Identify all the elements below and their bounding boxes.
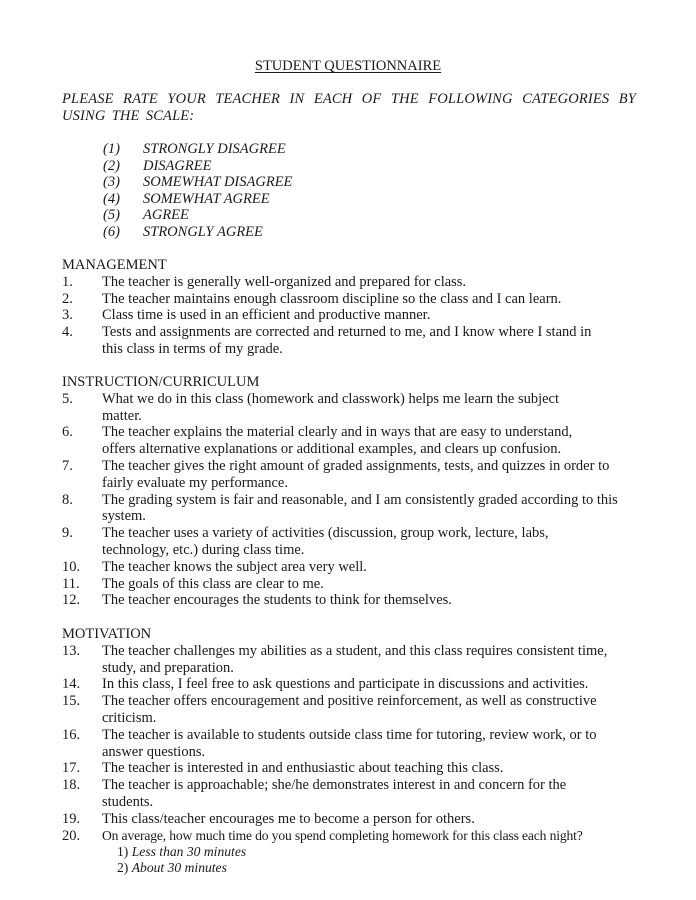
scale-label: STRONGLY AGREE bbox=[143, 223, 263, 240]
title-text: STUDENT QUESTIONNAIRE bbox=[254, 58, 442, 74]
option-number: 2) bbox=[117, 860, 129, 876]
question-number: 4. bbox=[62, 324, 73, 341]
question-number: 17. bbox=[62, 760, 81, 777]
section-motivation bbox=[0, 626, 696, 876]
question-text: The teacher is available to students outside class time for tutoring, review work, or to answer questions. bbox=[102, 726, 597, 760]
question-text: What we do in this class (homework and classwork) helps me learn the subject matter. bbox=[102, 390, 560, 424]
question-number: 2. bbox=[62, 290, 73, 307]
question-item bbox=[0, 458, 624, 492]
scale-number: (3) bbox=[103, 174, 120, 191]
question-item bbox=[0, 324, 607, 358]
question-item bbox=[0, 693, 622, 727]
question-text: The teacher uses a variety of activities (discussion, group work, lecture, labs, technology, etc.) during class time. bbox=[102, 525, 549, 558]
scale-label: STRONGLY DISAGREE bbox=[143, 141, 286, 157]
scale-number: (2) bbox=[103, 157, 120, 174]
question-item bbox=[0, 274, 632, 291]
scale-label: AGREE bbox=[143, 207, 189, 224]
question-number: 1. bbox=[62, 273, 73, 290]
homework-option bbox=[117, 860, 696, 876]
option-label: About 30 minutes bbox=[131, 860, 227, 876]
page-title bbox=[0, 58, 696, 75]
homework-time-options bbox=[0, 844, 696, 876]
scale-label: DISAGREE bbox=[143, 157, 212, 174]
question-item bbox=[0, 676, 642, 693]
question-item bbox=[0, 559, 632, 576]
question-text: The goals of this class are clear to me. bbox=[102, 575, 324, 592]
option-number: 1) bbox=[117, 844, 129, 860]
question-text: The teacher explains the material clearly and in ways that are easy to understand, offers alternative explanations or additional examples, and clears up confusion. bbox=[102, 424, 573, 458]
question-item bbox=[0, 307, 632, 324]
section-heading: MOTIVATION bbox=[62, 626, 152, 642]
question-number: 3. bbox=[62, 307, 73, 324]
question-text: The teacher encourages the students to think for themselves. bbox=[102, 592, 452, 609]
question-item bbox=[0, 727, 607, 761]
question-text: This class/teacher encourages me to become a person for others. bbox=[102, 810, 475, 827]
homework-option bbox=[117, 844, 696, 860]
question-text: Tests and assignments are corrected and returned to me, and I know where I stand in this class in terms of my grade. bbox=[102, 324, 592, 357]
question-number: 10. bbox=[62, 558, 81, 575]
section-management bbox=[0, 257, 696, 358]
question-number: 19. bbox=[62, 810, 81, 827]
question-number: 14. bbox=[62, 676, 81, 693]
question-item bbox=[0, 492, 624, 526]
question-item bbox=[0, 760, 632, 777]
question-text: The teacher challenges my abilities as a student, and this class requires consistent time, study, and preparation. bbox=[102, 642, 608, 676]
question-text: The teacher is interested in and enthusiastic about teaching this class. bbox=[102, 760, 504, 777]
question-number: 9. bbox=[62, 525, 73, 542]
question-text: On average, how much time do you spend completing homework for this class each night? bbox=[102, 827, 583, 843]
question-item bbox=[0, 391, 582, 425]
question-number: 6. bbox=[62, 424, 73, 441]
rating-instructions: PLEASE RATE YOUR TEACHER IN EACH OF THE FOLLOWING CATEGORIES BY USING THE SCALE: bbox=[62, 91, 636, 124]
question-text: The teacher is approachable; she/he demonstrates interest in and concern for the students. bbox=[102, 777, 567, 810]
question-text: The teacher gives the right amount of graded assignments, tests, and quizzes in order to fairly evaluate my performance. bbox=[102, 457, 610, 491]
question-number: 16. bbox=[62, 726, 81, 743]
question-number: 20. bbox=[62, 827, 81, 844]
question-text: The teacher is generally well-organized and prepared for class. bbox=[102, 273, 467, 290]
section-heading: INSTRUCTION/CURRICULUM bbox=[62, 374, 260, 390]
question-number: 8. bbox=[62, 491, 73, 508]
section-heading: MANAGEMENT bbox=[62, 257, 167, 273]
question-number: 5. bbox=[62, 390, 73, 407]
question-number: 15. bbox=[62, 693, 81, 710]
question-text: In this class, I feel free to ask questions and participate in discussions and activities. bbox=[102, 676, 589, 693]
question-item bbox=[0, 291, 632, 308]
scale-label: SOMEWHAT AGREE bbox=[143, 190, 270, 207]
question-item bbox=[0, 424, 602, 458]
question-number: 13. bbox=[62, 642, 81, 659]
question-text: Class time is used in an efficient and productive manner. bbox=[102, 307, 431, 324]
question-item bbox=[0, 828, 662, 845]
question-item bbox=[0, 643, 630, 677]
scale-number: (4) bbox=[103, 190, 120, 207]
question-item bbox=[0, 592, 632, 609]
question-text: The teacher offers encouragement and positive reinforcement, as well as constructive criticism. bbox=[102, 693, 597, 726]
question-item bbox=[0, 777, 597, 811]
question-text: The teacher knows the subject area very well. bbox=[102, 558, 367, 575]
option-label: Less than 30 minutes bbox=[131, 844, 247, 860]
question-number: 11. bbox=[62, 575, 80, 592]
scale-number: (6) bbox=[103, 223, 120, 240]
scale-label: SOMEWHAT DISAGREE bbox=[143, 174, 293, 191]
section-instruction-curriculum bbox=[0, 374, 696, 609]
question-number: 18. bbox=[62, 777, 81, 794]
question-item bbox=[0, 811, 632, 828]
question-item bbox=[0, 576, 632, 593]
scale-number: (5) bbox=[103, 207, 120, 224]
scale-number: (1) bbox=[103, 141, 120, 157]
question-number: 7. bbox=[62, 457, 73, 474]
question-item bbox=[0, 525, 577, 559]
question-text: The teacher maintains enough classroom discipline so the class and I can learn. bbox=[102, 290, 562, 307]
question-text: The grading system is fair and reasonable, and I am consistently graded according to this system. bbox=[102, 491, 618, 525]
question-number: 12. bbox=[62, 592, 81, 609]
